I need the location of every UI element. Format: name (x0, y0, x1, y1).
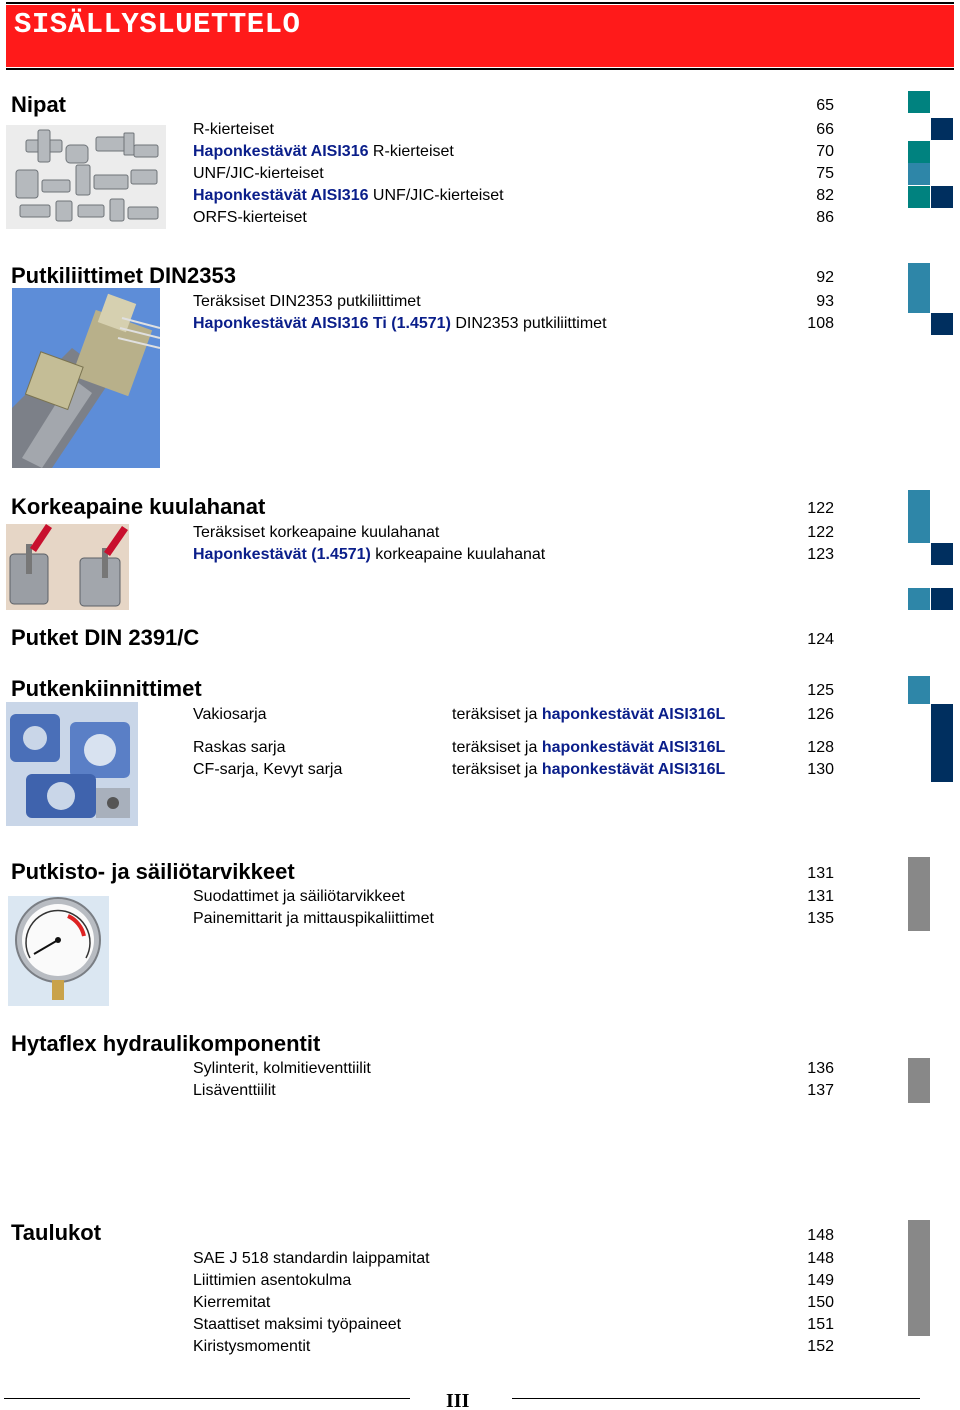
color-tab (908, 186, 930, 208)
toc-page: 131 (807, 888, 834, 905)
toc-item[interactable]: Lisäventtiilit (193, 1082, 276, 1099)
section-page-taulukot: 148 (807, 1227, 834, 1244)
color-tab (908, 263, 930, 313)
toc-page: 66 (816, 121, 834, 138)
toc-item[interactable]: Kiristysmomentit (193, 1338, 311, 1355)
ball-valve-image (6, 524, 129, 610)
section-title-taulukot[interactable]: Taulukot (11, 1220, 102, 1245)
toc-item[interactable]: Haponkestävät AISI316 Ti (1.4571) DIN2353 putkiliittimet (193, 315, 607, 332)
section-page-nipat: 65 (816, 97, 834, 114)
color-tab (908, 676, 930, 704)
page-title: SISÄLLYSLUETTELO (14, 8, 301, 41)
color-tab (931, 588, 953, 610)
toc-page: 152 (807, 1338, 834, 1355)
section-page-kuulahanat: 122 (807, 500, 834, 517)
toc-item[interactable]: Vakiosarja (193, 706, 267, 723)
color-tab (931, 313, 953, 335)
color-tab (931, 118, 953, 140)
section-page-putket: 124 (807, 631, 834, 648)
toc-item[interactable]: Sylinterit, kolmitieventtiilit (193, 1060, 371, 1077)
toc-item[interactable]: UNF/JIC-kierteiset (193, 165, 324, 182)
toc-page: 150 (807, 1294, 834, 1311)
color-tab (908, 141, 930, 163)
section-title-kiinnittimet[interactable]: Putkenkiinnittimet (11, 676, 202, 701)
section-page-putkiliittimet: 92 (816, 269, 834, 286)
toc-page: 70 (816, 143, 834, 160)
toc-page: 151 (807, 1316, 834, 1333)
footer-rule-right (512, 1398, 920, 1399)
toc-item[interactable]: Liittimien asentokulma (193, 1272, 352, 1289)
color-tab (931, 543, 953, 565)
toc-item[interactable]: Haponkestävät AISI316 R-kierteiset (193, 143, 454, 160)
section-title-kuulahanat[interactable]: Korkeapaine kuulahanat (11, 494, 266, 519)
color-tab (931, 704, 953, 782)
header-banner (6, 5, 954, 67)
pressure-gauge-image (8, 896, 109, 1006)
toc-item[interactable]: CF-sarja, Kevyt sarja (193, 761, 343, 778)
toc-page: 137 (807, 1082, 834, 1099)
section-title-nipat[interactable]: Nipat (11, 92, 66, 117)
toc-page: 136 (807, 1060, 834, 1077)
color-tab (908, 490, 930, 543)
header-bottom-rule (6, 68, 954, 70)
toc-item[interactable]: Staattiset maksimi työpaineet (193, 1316, 402, 1333)
section-title-putket[interactable]: Putket DIN 2391/C (11, 625, 200, 650)
color-tab (908, 163, 930, 185)
footer-page-number: III (446, 1390, 470, 1410)
toc-item[interactable]: Raskas sarja (193, 739, 286, 756)
section-page-putkisto: 131 (807, 865, 834, 882)
toc-page: 108 (807, 315, 834, 332)
toc-page: 135 (807, 910, 834, 927)
toc-item-detail: teräksiset ja haponkestävät AISI316L (452, 761, 726, 778)
color-tab (908, 857, 930, 931)
toc-page: 75 (816, 165, 834, 182)
toc-page: 123 (807, 546, 834, 563)
toc-item[interactable]: SAE J 518 standardin laippamitat (193, 1250, 430, 1267)
toc-page: 130 (807, 761, 834, 778)
toc-item[interactable]: Suodattimet ja säiliötarvikkeet (193, 888, 405, 905)
pipe-clamp-image (6, 702, 138, 826)
section-title-putkiliittimet[interactable]: Putkiliittimet DIN2353 (11, 263, 236, 288)
toc-item[interactable]: R-kierteiset (193, 121, 274, 138)
pipe-fitting-image (12, 288, 160, 468)
toc-item[interactable]: Teräksiset DIN2353 putkiliittimet (193, 293, 421, 310)
toc-page: 148 (807, 1250, 834, 1267)
header-top-rule (6, 2, 954, 4)
color-tab (908, 1220, 930, 1336)
section-title-hytaflex[interactable]: Hytaflex hydraulikomponentit (11, 1031, 321, 1056)
toc-item[interactable]: Kierremitat (193, 1294, 271, 1311)
toc-page: 149 (807, 1272, 834, 1289)
fittings-image (6, 125, 166, 229)
color-tab (908, 91, 930, 113)
toc-item[interactable]: Painemittarit ja mittauspikaliittimet (193, 910, 434, 927)
toc-item[interactable]: Teräksiset korkeapaine kuulahanat (193, 524, 440, 541)
toc-item[interactable]: Haponkestävät (1.4571) korkeapaine kuulahanat (193, 546, 546, 563)
toc-page: 93 (816, 293, 834, 310)
section-title-putkisto[interactable]: Putkisto- ja säiliötarvikkeet (11, 859, 295, 884)
toc-page: 126 (807, 706, 834, 723)
toc-page: 128 (807, 739, 834, 756)
toc-item-detail: teräksiset ja haponkestävät AISI316L (452, 706, 726, 723)
color-tab (908, 1058, 930, 1103)
toc-item[interactable]: ORFS-kierteiset (193, 209, 307, 226)
footer-rule-left (4, 1398, 410, 1399)
toc-page: 122 (807, 524, 834, 541)
toc-page: 82 (816, 187, 834, 204)
toc-item[interactable]: Haponkestävät AISI316 UNF/JIC-kierteiset (193, 187, 504, 204)
section-page-kiinnittimet: 125 (807, 682, 834, 699)
color-tab (908, 588, 930, 610)
color-tab (931, 186, 953, 208)
toc-page: 86 (816, 209, 834, 226)
toc-item-detail: teräksiset ja haponkestävät AISI316L (452, 739, 726, 756)
